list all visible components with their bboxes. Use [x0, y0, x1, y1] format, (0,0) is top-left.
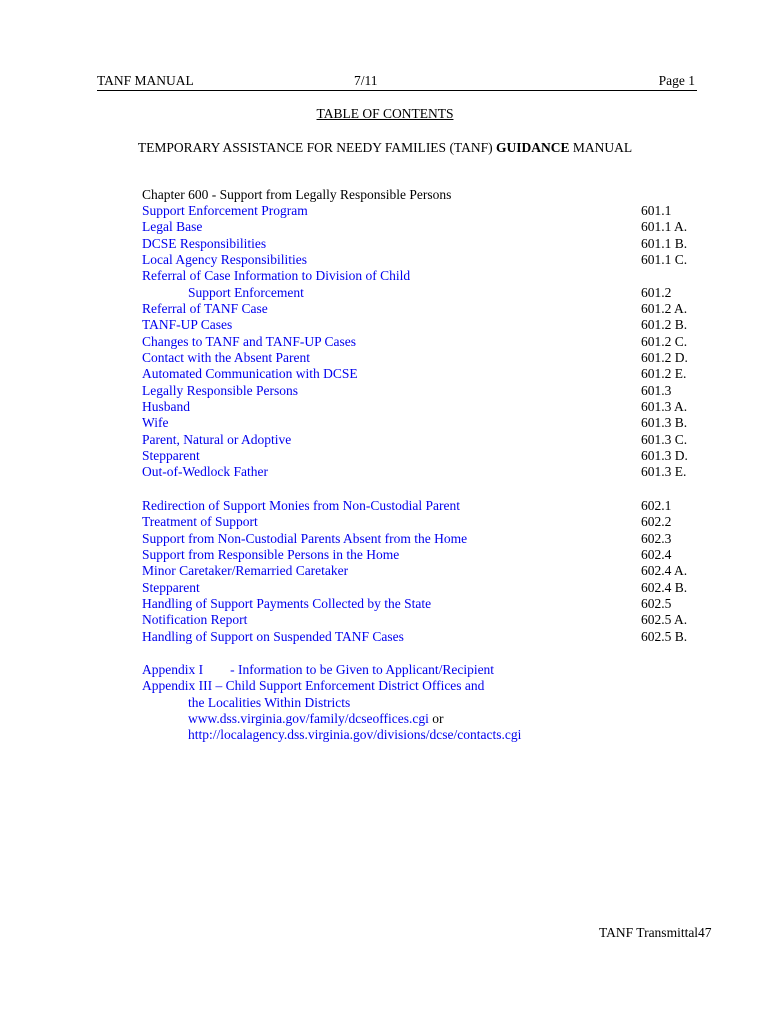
toc-entry-link[interactable]: Stepparent — [142, 447, 200, 463]
toc-entry-link[interactable]: DCSE Responsibilities — [142, 235, 267, 251]
toc-section-number: 601.3 B. — [641, 415, 688, 431]
toc-entry-link[interactable]: Support from Responsible Persons in the Home — [142, 546, 400, 562]
toc-entry-link[interactable]: Wife — [142, 415, 169, 431]
toc-entry-link[interactable]: Minor Caretaker/Remarried Caretaker — [142, 563, 349, 579]
toc-entry-link[interactable]: Support Enforcement Program — [142, 203, 308, 218]
toc-section-number: 601.3 C. — [641, 431, 688, 447]
toc-entry-link[interactable]: Handling of Support on Suspended TANF Cases — [142, 628, 404, 644]
toc-row — [142, 301, 702, 317]
toc-section-number: 602.5 B. — [641, 628, 688, 644]
toc-row — [142, 432, 702, 448]
toc-row — [142, 236, 702, 252]
toc-section-number: 602.4 B. — [641, 579, 688, 595]
toc-section-number: 601.1 B. — [641, 235, 688, 251]
toc-entry-link[interactable]: Legal Base — [142, 219, 203, 235]
toc-entry-link[interactable]: Stepparent — [142, 579, 200, 595]
toc-row — [142, 464, 702, 480]
toc-entry-link[interactable]: Husband — [142, 398, 190, 414]
toc-row — [142, 366, 702, 382]
toc-section-number: 601.2 C. — [641, 333, 688, 349]
toc-row — [142, 448, 702, 464]
toc-section-number: 601.3 E. — [641, 464, 687, 480]
toc-entry-link[interactable]: Parent, Natural or Adoptive — [142, 431, 292, 447]
appendix-1-link[interactable]: Appendix I — [142, 662, 204, 677]
toc-section-number: 601.2 E. — [641, 366, 687, 382]
chapter-heading: Chapter 600 - Support from Legally Responsible Persons — [142, 187, 452, 202]
toc-entry-link[interactable]: Support from Non-Custodial Parents Absent from the Home — [142, 530, 468, 546]
toc-row — [142, 498, 702, 514]
appendix-3-entry — [142, 678, 521, 694]
toc-row — [142, 514, 702, 530]
toc-section-number: 602.1 — [641, 498, 672, 513]
toc-row — [142, 219, 702, 235]
toc-row — [142, 285, 702, 301]
toc-row — [142, 334, 702, 350]
toc-entry-link[interactable]: Redirection of Support Monies from Non-Custodial Parent — [142, 498, 460, 513]
toc-section-number: 601.3 D. — [641, 447, 688, 463]
toc-section-number: 601.1 C. — [641, 251, 688, 267]
toc-section-number: 601.2 A. — [641, 300, 688, 316]
or-text: or — [432, 710, 444, 726]
toc-row — [142, 203, 702, 219]
appendix-list — [142, 662, 521, 744]
toc-row — [142, 399, 702, 415]
toc-entry-link[interactable]: Handling of Support Payments Collected by the State — [142, 595, 432, 611]
toc-row — [142, 383, 702, 399]
toc-section-number: 601.1 A. — [641, 219, 688, 235]
toc-section-602 — [142, 498, 702, 645]
header-page-number: Page 1 — [658, 73, 695, 88]
toc-entry-link[interactable]: Legally Responsible Persons — [142, 382, 298, 398]
toc-entry-link[interactable]: Support Enforcement — [188, 284, 304, 300]
dcse-contacts-url-link[interactable]: http://localagency.dss.virginia.gov/divisions/dcse/contacts.cgi — [188, 727, 522, 743]
toc-entry-link[interactable]: Treatment of Support — [142, 514, 258, 530]
toc-section-number: 601.3 A. — [641, 398, 688, 414]
toc-section-number: 602.4 — [641, 546, 672, 562]
appendix-1-description-link[interactable]: - Information to be Given to Applicant/Recipient — [230, 662, 495, 677]
appendix-3-link[interactable]: Appendix III – Child Support Enforcement District Offices and — [142, 678, 485, 694]
toc-section-number: 601.3 — [641, 382, 672, 398]
toc-entry-link[interactable]: Contact with the Absent Parent — [142, 349, 310, 365]
toc-row — [142, 612, 702, 628]
page-header — [97, 73, 697, 91]
toc-entry-link[interactable]: Referral of Case Information to Division of Child — [142, 268, 411, 284]
toc-row — [142, 580, 702, 596]
toc-section-number: 602.2 — [641, 514, 672, 530]
toc-section-number: 601.1 — [641, 203, 672, 218]
toc-row — [142, 252, 702, 268]
header-manual-name: TANF MANUAL — [97, 73, 194, 88]
toc-section-number: 602.5 — [641, 595, 672, 611]
toc-entry-link[interactable]: Local Agency Responsibilities — [142, 251, 307, 267]
toc-section-number: 602.4 A. — [641, 563, 688, 579]
toc-entry-link[interactable]: Changes to TANF and TANF-UP Cases — [142, 333, 356, 349]
footer-transmittal: TANF Transmittal47 — [599, 925, 712, 940]
toc-row — [142, 629, 702, 645]
toc-section-601 — [142, 203, 702, 481]
toc-row — [142, 563, 702, 579]
toc-section-number: 602.3 — [641, 530, 672, 546]
toc-row — [142, 547, 702, 563]
toc-entry-link[interactable]: Automated Communication with DCSE — [142, 366, 358, 382]
toc-row — [142, 268, 702, 284]
header-date: 7/11 — [354, 73, 378, 88]
toc-section-number: 602.5 A. — [641, 612, 688, 628]
toc-section-number: 601.2 B. — [641, 317, 688, 333]
toc-row — [142, 596, 702, 612]
appendix-3-link-continued[interactable]: the Localities Within Districts — [188, 694, 351, 710]
toc-entry-link[interactable]: Referral of TANF Case — [142, 300, 268, 316]
toc-row — [142, 317, 702, 333]
toc-entry-link[interactable]: Out-of-Wedlock Father — [142, 464, 268, 480]
toc-row — [142, 531, 702, 547]
toc-title: TABLE OF CONTENTS — [316, 106, 454, 121]
toc-row — [142, 415, 702, 431]
toc-entry-link[interactable]: Notification Report — [142, 612, 248, 628]
toc-section-number: 601.2 D. — [641, 349, 688, 365]
appendix-1-entry — [142, 662, 521, 678]
toc-entry-link[interactable]: TANF-UP Cases — [142, 317, 233, 333]
toc-section-number: 601.2 — [641, 284, 672, 300]
manual-title: TEMPORARY ASSISTANCE FOR NEEDY FAMILIES (TANF) GUIDANCE MANUAL — [137, 140, 633, 155]
toc-row — [142, 350, 702, 366]
dcse-offices-url-link[interactable]: www.dss.virginia.gov/family/dcseoffices.cgi — [188, 710, 429, 726]
